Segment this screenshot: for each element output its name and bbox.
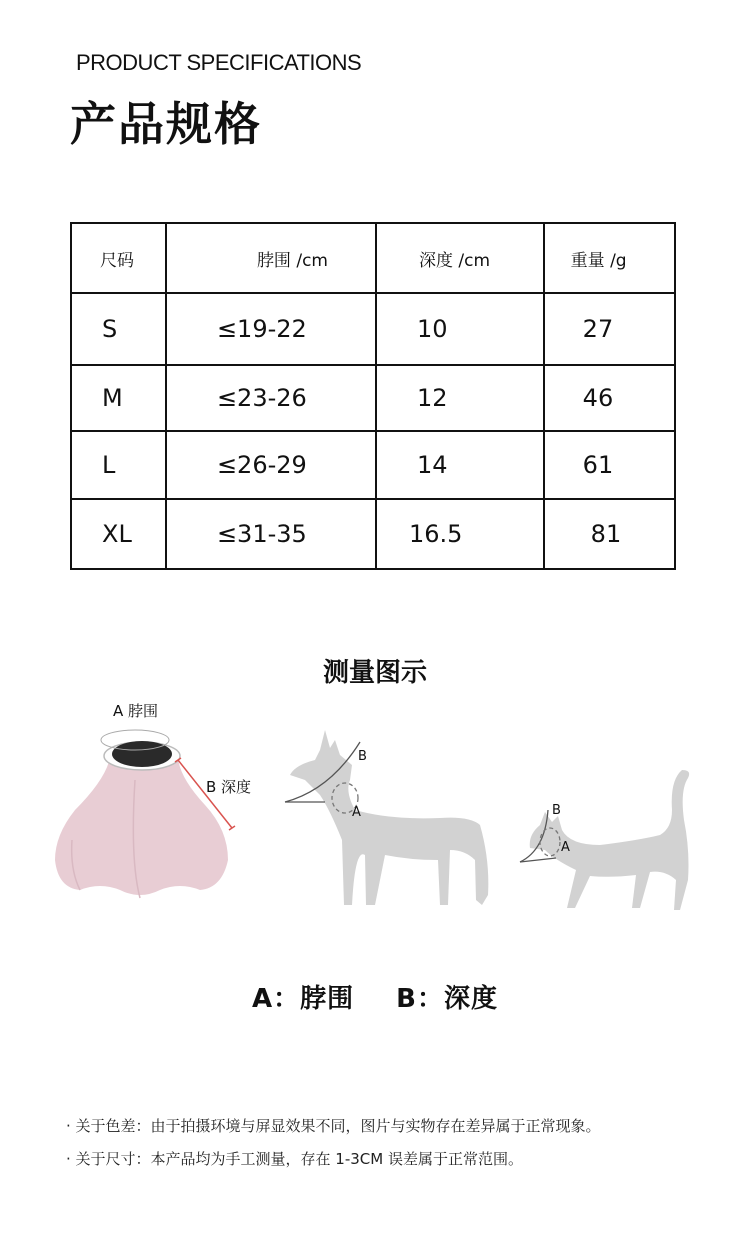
cell-weight: 81 — [544, 499, 675, 569]
cone-neck-label: A 脖围 — [113, 702, 159, 720]
cone-depth-label: B 深度 — [206, 778, 252, 796]
table-header-row — [71, 223, 675, 293]
legend-depth: B：深度 — [396, 984, 498, 1014]
dog-label-b: B — [358, 749, 367, 764]
cell-depth: 10 — [376, 293, 544, 365]
header-neck: 脖围 /cm — [166, 223, 376, 293]
note-size: · 关于尺寸：本产品均为手工测量，存在 1-3CM 误差属于正常范围。 — [66, 1150, 523, 1168]
page-title-en: PRODUCT SPECIFICATIONS — [76, 50, 362, 75]
measure-title: 测量图示 — [322, 658, 427, 688]
cell-weight: 27 — [544, 293, 675, 365]
cat-label-b: B — [552, 803, 561, 818]
header-weight: 重量 /g — [544, 223, 675, 293]
page-title-cn: 产品规格 — [70, 97, 262, 151]
dog-silhouette — [285, 730, 488, 905]
table-row — [71, 365, 675, 431]
cell-neck: ≤23-26 — [166, 365, 376, 431]
header-size: 尺码 — [71, 223, 166, 293]
cell-depth: 14 — [376, 431, 544, 499]
cell-neck: ≤26-29 — [166, 431, 376, 499]
cell-weight: 61 — [544, 431, 675, 499]
cell-depth: 12 — [376, 365, 544, 431]
header-depth: 深度 /cm — [376, 223, 544, 293]
cell-size: XL — [71, 499, 166, 569]
note-color: · 关于色差：由于拍摄环境与屏显效果不同，图片与实物存在差异属于正常现象。 — [66, 1117, 601, 1135]
measure-legend — [0, 978, 750, 1015]
cell-neck: ≤19-22 — [166, 293, 376, 365]
measurement-illustration — [0, 720, 750, 920]
legend-neck: A：脖围 — [251, 984, 355, 1014]
cat-silhouette — [520, 770, 689, 910]
spec-table — [70, 222, 676, 570]
table-row — [71, 293, 675, 365]
cell-size: L — [71, 431, 166, 499]
cone-collar-image — [55, 730, 235, 898]
cell-neck: ≤31-35 — [166, 499, 376, 569]
table-row — [71, 499, 675, 569]
cat-label-a: A — [561, 840, 570, 855]
dog-label-a: A — [352, 805, 361, 820]
cell-depth: 16.5 — [376, 499, 544, 569]
cell-size: M — [71, 365, 166, 431]
cell-weight: 46 — [544, 365, 675, 431]
cell-size: S — [71, 293, 166, 365]
table-row — [71, 431, 675, 499]
